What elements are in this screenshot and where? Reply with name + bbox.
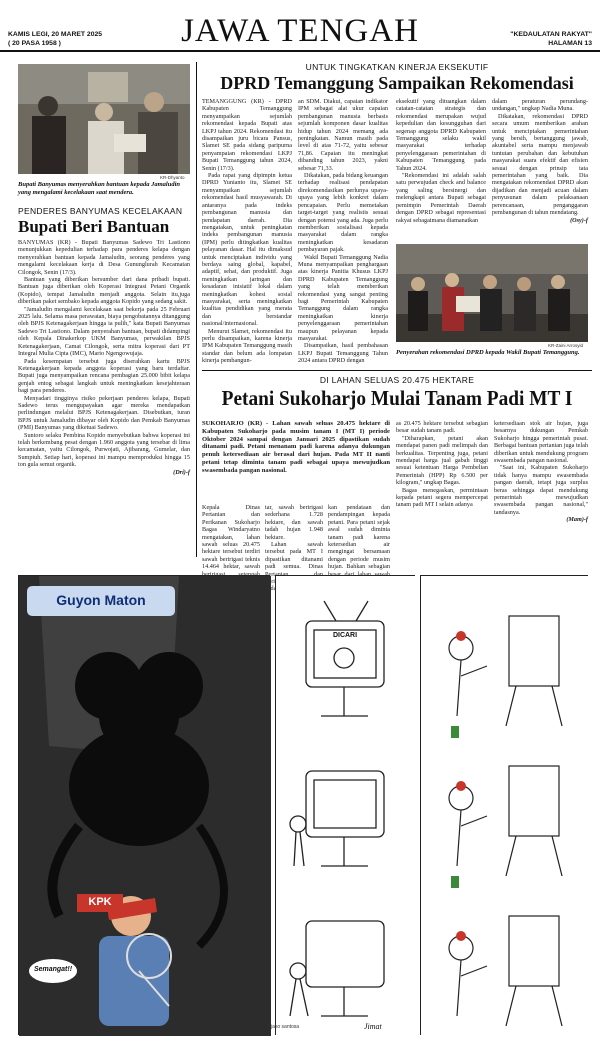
temanggung-photo xyxy=(396,244,588,342)
story1-paragraph: Pada kesempatan tersebut juga diserahkan kartu BPJS Ketenagakerjaan kepada anggota koperasi yang baru terdaftar. Bupati juga menyampaikan rencana pembagian 25.000 bibit kelapa genjah entog sebagai langkah untuk meningkatkan kesejahteraan bagi para penderes. xyxy=(18,357,190,395)
masthead xyxy=(0,0,600,52)
story3-col1 xyxy=(202,504,260,571)
story3-lead: SUKOHARJO (KR) - Lahan sawah seluas 20.475 hektare di Kabupaten Sukoharjo pada musim tanam I (MT I) periode Oktober 2024 sampai dengan Januari 2025 dipastikan sudah ditanami padi. Petani menanam padi karena adanya dukungan penuh ketersediaan air berasal dari hujan. Pada MT II nanti petani tetap diminta tanam padi sebagai upaya mewujudkan swasembada pangan nasional. xyxy=(202,420,390,474)
story3-col2 xyxy=(265,504,323,593)
story3-headline: Petani Sukoharjo Mulai Tanam Padi MT I xyxy=(221,386,573,410)
story2-paragraph: Menurut Slamet, rekomendasi itu perlu disampaikan, karena kinerja IPM Kabupaten Temanggung masih standar dan belum ada lompatan kinerja pembangun- xyxy=(202,327,292,365)
story2-paragraph: Dikatakan, rekomendasi DPRD secara umum memberikan arahan untuk menciptakan pemerintahan yang bersih, bertanggung jawab, akuntabel serta mampu menjawab tuntutan perubahan dan kebutuhan masyarakat suara efektif dan efisien sesuai dengan prinsip tata pemerintahan yang baik. Dia mengatakan rekomendasi DPRD akan dijadikan dan menjadi acuan dalam penyusunan dalam pelaksanaan perencanaan, penganggaran pembangunan di tahun mendatang. xyxy=(492,112,588,217)
banyumas-caption: Bupati Banyumas menyerahkan bantuan kepada Jamaludin yang mengalami kecelakaan saat mendera. xyxy=(18,181,180,196)
story3-paragraph: tar, sawah beririgasi sederhana 1.728 hektare, dan sawah tadah hujan 1.948 hektare. xyxy=(265,504,323,541)
masthead-hijri: ( 20 PASA 1958 ) xyxy=(8,40,61,47)
story1-body xyxy=(18,239,190,554)
story2-signoff: (Osy)-f xyxy=(570,216,588,224)
story3-paragraph: Lahan sawah tersebut pada MT I dipastikan ditanami padi semua. Dinas sudah xyxy=(265,541,323,593)
temanggung-photo-credit: KR-Zaini Arrosyid xyxy=(548,343,584,348)
story2-col4 xyxy=(492,98,588,258)
story2-paragraph: dalam peraturan perundang-undangan," ungkap Nadia Muna. xyxy=(492,98,588,113)
story3-paragraph: Kepala Dinas Pertanian dan Perikanan Sukoharjo Bagas Windaryatno mengatakan, lahan sawah seluas 20.475 hektare tersebut terdiri sawah beririgasi teknis 14.464 hektar, sawah xyxy=(202,504,260,571)
story2-paragraph: "Rekomendasi ini adalah salah satu perwujudan check and balance yang saling bersinergi dan melengkapi antara Bupati sebagai pemimpin Pemerintah Daerah dengan DPRD sebagai representasi rakyat sebagaimana diamanatkan xyxy=(396,172,486,224)
speech-bubble: Semangat!! xyxy=(33,966,73,973)
story2-col2 xyxy=(298,98,388,365)
masthead-date: KAMIS LEGI, 20 MARET 2025 xyxy=(8,31,103,38)
story3-col5 xyxy=(494,420,588,556)
story1-kicker: PENDERES BANYUMAS KECELAKAAN xyxy=(18,206,183,216)
tv-screen-label: DICARI xyxy=(332,632,358,639)
banyumas-photo xyxy=(18,64,190,174)
story3-paragraph: "Saat ini, Kabupaten Sukoharjo tidak hanya mampu swasembada pangan daerah, tetapi juga surplus beras sehingga dapat mendukung pemerintah mewujudkan swasembada pangan nasional," tandasnya. xyxy=(494,464,588,516)
story1-paragraph: Menyadari tingginya risiko pekerjaan penderes kelapa, Bupati Sadewo terus mengupayakan agar mereka mendapatkan perlindungan melalui BPJS Ketenagakerjaan. Disebutkan, iuran BPJS untuk Jamaludin dibayar oleh Kopido dan Pemkab Banyumas (PMI) Banyumas yang diketuai Sadewo. xyxy=(18,394,190,432)
story3-paragraph: kan pendataan dan pendampingan kepada petani. Para petani sejak awal sudah diminta tanam padi karena ketersedian air mengingat bersamaan dengan periode musim hujan. Bahkan sebagian xyxy=(328,504,390,571)
story3-paragraph: ketersediaan stok air hujan, juga besarnya dukungan Pemkab Sukoharjo hingga pemerintah pusat. Berbagai bantuan pertanian juga telah diberikan untuk mendukung program swasembada pangan nasional. xyxy=(494,420,588,465)
story2-paragraph: TEMANGGUNG (KR) - DPRD Kabupaten Temanggung menyampaikan sejumlah rekomendasi kepada Bupati atas LKPJ tahun 2024. Rekomendasi itu disampaikan juru bicara Pansus, Slamet SE pada sidang paripurna penyampaian rekomendasi LKPJ Bupati Temanggung tahun 2024, Senin (17/3). xyxy=(202,98,292,172)
story2-paragraph: Wakil Bupati Temanggung Nadia Muna menyampaikan penghargaan atas kinerja Panitia Khusus LKPJ DPRD Kabupaten Temanggung yang telah memberikan rekomendasi yang sangat penting bagi Pemerintah Kabupaten Temanggung dalam rangka meningkatkan kinerja penyelenggaraan pemerintahan maupun pelayanan kepada masyarakat. xyxy=(298,253,388,342)
temanggung-caption: Penyerahan rekomendasi DPRD kepada Wakil Bupati Temanggung. xyxy=(396,349,580,356)
story2-col3 xyxy=(396,98,486,238)
banyumas-photo-credit: KR-Dhyanto xyxy=(160,175,185,180)
kpk-label: KPK xyxy=(88,896,112,908)
story1-signoff: (Dri)-f xyxy=(173,468,190,476)
section-rule xyxy=(202,370,592,371)
column-divider xyxy=(196,62,197,557)
story1-paragraph: BANYUMAS (KR) - Bupati Banyumas Sadewo Tri Lastiono menunjukkan kepedulian terhadap para penderes kelapa dengan menyerahkan bantuan kepada Jamaludin, seorang penderes yang mengalami kecelakaan kerja di Desa Gununglurah Kecamatan Cilongok, Senin (17/3). xyxy=(18,239,190,276)
story2-paragraph: Disampaikan, hasil pembahasan LKPJ Bupati Temanggung Tahun 2024 antara DPRD dengan xyxy=(298,342,388,365)
masthead-slogan: "KEDAULATAN RAKYAT" xyxy=(510,31,592,38)
story1-paragraph: "Jamaludin mengalami kecelakaan saat bekerja pada 25 Februari 2025 lalu. Selama masa perawatan, biaya pengobatannya ditanggung oleh BPJS Ketenagakerjaan hingga ia pulih," kata Bupati Banyumas Sadewo Tri Lastiono. Dalam penyerahan bantuan, bupati didampingi oleh Kepala Dinakerkop UKM Banyumas, perwakilan BPJS Ketenagakerjaan, Camat Cilongok, serta mitra koperasi dari PT Integral Mulia Cipta (IMC), Mario Ngengowujaja. xyxy=(18,305,190,358)
section-title: JAWA TENGAH xyxy=(181,13,419,49)
story3-signoff: (Mam)-f xyxy=(566,516,588,524)
story3-paragraph: as 20.475 hektare tersebut sebagian besar sudah tanam padi. xyxy=(396,420,488,435)
issue-date xyxy=(8,30,102,48)
story1-headline: Bupati Beri Bantuan xyxy=(18,217,170,236)
cartoon-credit: jako santosa xyxy=(271,1024,300,1030)
story2-paragraph: Dikatakan, pada bidang keuangan terhadap realisasi pendapatan direkomendasikan perlunya upaya-upaya yang lebih konkret dalam pencapaian. Perlu memetakan target-target yang realistis sesuai dengan potensi yang ada. Juga perlu memberikan sosialisasi kepada masyarakat dalam rangka meningkatkan kesadaran pembayaran pajak. xyxy=(298,172,388,254)
story2-paragraph: eksekutif yang dituangkan dalam catatan-catatan strategis dan rekomendasi merupakan wujud kepedulian dan kesungguhan dari segenap anggota DPRD Kabupaten Temanggung selaku wakil masyarakat terhadap penyelenggaraan pemerintahan di Kabupaten Temanggung pada Tahun 2024. xyxy=(396,98,486,172)
story1-paragraph: Bantuan yang diberikan bersumber dari dana pribadi bupati. Bantuan juga diberikan oleh Koperasi Integrasi Petani Organik (Kopido), tempat Jamaludin menjadi anggota. Selain itu,juga diberikan paket sembako kepada anggota Kopido yang sedang sakit. xyxy=(18,276,190,306)
story3-paragraph: "Diharapkan, petani akan mendapat panen padi melimpah dan berkualitas. Terpenting juga, petani mendapat harga jual gabah tinggi sesuai ketentuan Harga Pembelian Pemerintah (HPP) Rp 6.500 per kilogram," ungkap Bagas. xyxy=(396,434,488,487)
masthead-right xyxy=(510,30,592,48)
story1-paragraph: Suntoro selaku Pembina Kopido menyebutkan bahwa koperasi ini telah berkembang pesat dengan 1.960 anggota yang tersebar di lima kecamatan, yaitu Cilongok, Purwojati, Ajibarang, Gumelar, dan Sumpiuh. Setiap hari, koperasi ini mampu memproduksi hingga 15 ton gula semut organik. xyxy=(18,431,190,469)
cartoon-signature: Jimat xyxy=(364,1022,382,1031)
story3-paragraph: Bagas menegaskan, permintaan kepada petani segera mempercepat tanam padi MT I selain adanya xyxy=(396,486,488,509)
story2-paragraph: an SDM. Diakui, capaian indikator IPM sebagai alat ukur capaian pembangunan manusia berbasis sejumlah komponen dasar kualitas hidup tahun 2024 memang ada peningkatan. Namun masih pada level di atas 71-72, yaitu sebesar 71,86. Capaian itu meningkat dibanding tahun 2023, yakni sebesar 71,33. xyxy=(298,98,388,172)
page-number: HALAMAN 13 xyxy=(548,40,592,47)
guyon-maton-title: Guyon Maton xyxy=(56,592,146,608)
story2-kicker: UNTUK TINGKATKAN KINERJA EKSEKUTIF xyxy=(305,62,489,72)
story2-col1 xyxy=(202,98,292,365)
story3-kicker: DI LAHAN SELUAS 20.475 HEKTARE xyxy=(319,375,475,385)
story3-col4 xyxy=(396,420,488,556)
story2-paragraph: Pada rapat yang dipimpin ketua DPRD Yunianto itu, Slamet SE menyampaikan sejumlah rekomendasi hasil musyawarah. Di antaranya pada indeks pembangunan manusia dan pendapatan daerah. Dia mengatakan, untuk peningkatan indeks pembangunan manusia (IPM) perlu ditingkatkan kualitas pelayanan dasar. Hal itu dimaksud untuk menciptakan individu yang berdaya saing global, kapabel, adaptif, sehat, dan produktif. Juga meningkatkan jaringan dan kesadaran inisiatif lokal dalam meningkatkan kohesi sosial masyarakat, serta meningkatkan kualitas pendidikan yang merata dan berstandar nasional/internasional. xyxy=(202,172,292,328)
story3-col3 xyxy=(328,504,390,571)
guyon-maton-cartoon xyxy=(18,575,270,1035)
story2-headline: DPRD Temanggung Sampaikan Rekomendasi xyxy=(220,73,574,93)
tv-cartoon-strip xyxy=(275,575,415,1035)
